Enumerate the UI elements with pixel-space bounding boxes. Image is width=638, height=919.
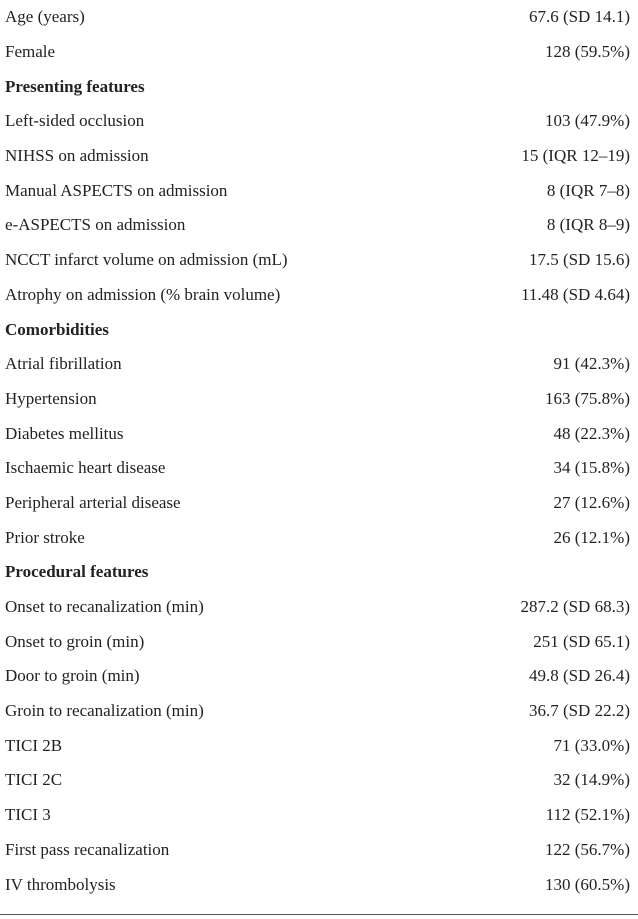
row-value: 36.7 (SD 22.2): [528, 701, 630, 721]
table-row: [0, 798, 638, 833]
row-value: 251 (SD 65.1): [533, 631, 630, 651]
table-row: [0, 833, 638, 868]
row-value: 17.5 (SD 15.6): [528, 250, 630, 270]
table-row: [0, 278, 638, 313]
row-value: 71 (33.0%): [553, 735, 630, 755]
table-row: [0, 451, 638, 486]
row-label: e-ASPECTS on admission: [5, 215, 186, 235]
row-label: Onset to groin (min): [5, 631, 145, 651]
table-row: [0, 382, 638, 417]
row-label: Groin to recanalization (min): [5, 701, 204, 721]
row-value: 8 (IQR 8–9): [546, 215, 630, 235]
row-label: Diabetes mellitus: [5, 423, 124, 443]
row-label: Age (years): [5, 7, 85, 27]
bottom-rule: [0, 914, 638, 915]
section-header-row: [0, 69, 638, 104]
row-value: 122 (56.7%): [545, 839, 630, 859]
row-value: 26 (12.1%): [553, 527, 630, 547]
row-value: 48 (22.3%): [553, 423, 630, 443]
section-header-label: Procedural features: [5, 562, 149, 582]
table-row: [0, 590, 638, 625]
table-row: [0, 139, 638, 174]
row-value: 112 (52.1%): [545, 805, 630, 825]
row-label: Female: [5, 42, 56, 62]
row-label: Ischaemic heart disease: [5, 458, 166, 478]
row-label: Atrial fibrillation: [5, 354, 122, 374]
table-row: [0, 104, 638, 139]
row-value: 163 (75.8%): [545, 388, 630, 408]
row-label: Onset to recanalization (min): [5, 597, 204, 617]
table-row: [0, 347, 638, 382]
row-label: Hypertension: [5, 388, 97, 408]
row-value: 67.6 (SD 14.1): [528, 7, 630, 27]
row-label: Door to groin (min): [5, 666, 140, 686]
row-label: Manual ASPECTS on admission: [5, 180, 228, 200]
row-value: 130 (60.5%): [545, 874, 630, 894]
row-label: Prior stroke: [5, 527, 85, 547]
table-row: [0, 208, 638, 243]
row-label: NIHSS on admission: [5, 146, 149, 166]
row-value: 49.8 (SD 26.4): [528, 666, 630, 686]
table-row: [0, 35, 638, 70]
table-row: [0, 867, 638, 902]
row-value: [319, 555, 638, 590]
row-value: [319, 69, 638, 104]
table-row: [0, 659, 638, 694]
section-header-label: Presenting features: [5, 76, 145, 96]
table-row: [0, 624, 638, 659]
row-value: 11.48 (SD 4.64): [521, 284, 630, 304]
table-row: [0, 173, 638, 208]
row-value: 8 (IQR 7–8): [546, 180, 630, 200]
row-value: 287.2 (SD 68.3): [520, 597, 630, 617]
table-row: [0, 0, 638, 35]
section-header-row: [0, 312, 638, 347]
row-label: Atrophy on admission (% brain volume): [5, 284, 281, 304]
row-label: IV thrombolysis: [5, 874, 116, 894]
table-row: [0, 694, 638, 729]
row-value: 15 (IQR 12–19): [521, 146, 630, 166]
row-label: NCCT infarct volume on admission (mL): [5, 250, 288, 270]
row-value: 32 (14.9%): [553, 770, 630, 790]
section-header-row: [0, 555, 638, 590]
table-row: [0, 416, 638, 451]
table-row: [0, 520, 638, 555]
section-header-label: Comorbidities: [5, 319, 109, 339]
table-row: [0, 486, 638, 521]
row-label: First pass recanalization: [5, 839, 170, 859]
table-row: [0, 243, 638, 278]
row-value: 27 (12.6%): [553, 492, 630, 512]
row-value: 103 (47.9%): [545, 111, 630, 131]
row-value: [319, 312, 638, 347]
row-label: Peripheral arterial disease: [5, 492, 181, 512]
table-row: [0, 763, 638, 798]
row-value: 34 (15.8%): [553, 458, 630, 478]
row-label: TICI 2C: [5, 770, 63, 790]
row-label: TICI 3: [5, 805, 51, 825]
row-value: 91 (42.3%): [553, 354, 630, 374]
row-label: Left-sided occlusion: [5, 111, 145, 131]
row-label: TICI 2B: [5, 735, 63, 755]
table-row: [0, 728, 638, 763]
row-value: 128 (59.5%): [545, 42, 630, 62]
